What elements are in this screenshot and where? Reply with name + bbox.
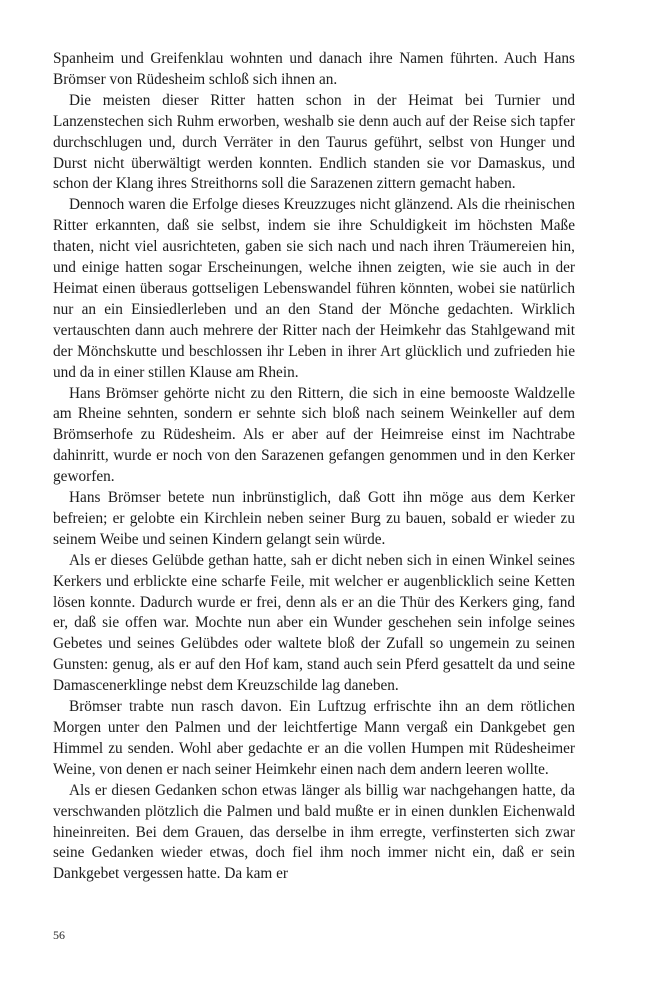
paragraph-2: Die meisten dieser Ritter hatten schon in der Heimat bei Turnier und Lanzenstechen sich Ruhm erworben, weshalb sie denn auch auf der Reise sich tapfer durchschlugen und, durch Verräter in den Taurus geführt, selbst von Hunger und Durst nicht überwältigt werden konnten. Endlich standen sie vor Damaskus, und schon der Klang ihres Streithorns soll die Sarazenen zittern gemacht haben. <box>53 91 575 193</box>
paragraph-8: Als er diesen Gedanken schon etwas länger als billig war nachgehangen hatte, da verschwanden plötzlich die Palmen und bald mußte er in einen dunklen Eichenwald hineinreiten. Bei dem Grauen, das derselbe in ihm erregte, verfinsterten sich zwar seine Gedanken wieder etwas, doch fiel ihm noch immer nicht ein, daß er sein Dankgebet vergessen hatte. Da kam er <box>53 781 575 883</box>
paragraph-1: Spanheim und Greifenklau wohnten und danach ihre Namen führten. Auch Hans Brömser von Rüdesheim schloß sich ihnen an. <box>53 50 575 88</box>
paragraph-6: Als er dieses Gelübde gethan hatte, sah er dicht neben sich in einen Winkel seines Kerkers und erblickte eine scharfe Feile, mit welcher er augenblicklich seine Ketten lösen konnte. Dadurch wurde er frei, denn als er an die Thür des Kerkers ging, fand er, daß sie offen war. Mochte nun aber ein Wunder geschehen sein infolge seines Gebetes und seines Gelübdes oder waltete bloß der Zufall so ungemein zu seinen Gunsten: genug, als er auf den Hof kam, stand auch sein Pferd gesattelt da und seine Damascenerklinge nebst dem Kreuzschilde lag daneben. <box>53 551 575 695</box>
page-body <box>53 49 575 885</box>
paragraph-7: Brömser trabte nun rasch davon. Ein Luftzug erfrischte ihn an dem rötlichen Morgen unter den Palmen und der leichtfertige Mann vergaß ein Dankgebet gen Himmel zu senden. Wohl aber gedachte er an die vollen Humpen mit Rüdesheimer Weine, von denen er nach seiner Heimkehr einen nach dem andern leeren wollte. <box>53 698 575 778</box>
paragraph-5: Hans Brömser betete nun inbrünstiglich, daß Gott ihn möge aus dem Kerker befreien; er gelobte ein Kirchlein neben seiner Burg zu bauen, sobald er wieder zu seinem Weibe und seinen Kindern gelangt sein würde. <box>53 489 575 548</box>
paragraph-4: Hans Brömser gehörte nicht zu den Rittern, die sich in eine bemooste Waldzelle am Rheine sehnten, sondern er sehnte sich bloß nach seinem Weinkeller auf dem Brömserhofe zu Rüdesheim. Als er aber auf der Heimreise einst im Nachtrabe dahinritt, wurde er noch von den Sarazenen gefangen genommen und in den Kerker geworfen. <box>53 384 575 486</box>
page-number: 56 <box>53 928 65 942</box>
paragraph-3: Dennoch waren die Erfolge dieses Kreuzzuges nicht glänzend. Als die rheinischen Ritter erkannten, daß sie selbst, indem sie ihre Schuldigkeit im höchsten Maße thaten, nicht viel ausrichteten, gaben sie sich nach und nach ihren Träumereien hin, und einige hatten sogar Erscheinungen, welche ihnen zeigten, wie sie auch in der Heimat einen überaus gottseligen Lebenswandel führen könnten, wobei sie natürlich nur an ein Einsiedlerleben und an den Stand der Mönche gedachten. Wirklich vertauschten dann auch mehrere der Ritter nach der Heimkehr das Stahlgewand mit der Mönchskutte und beschlossen ihr Leben in ihrer Art glücklich und zufrieden hie und da in einer stillen Klause am Rhein. <box>53 196 575 381</box>
